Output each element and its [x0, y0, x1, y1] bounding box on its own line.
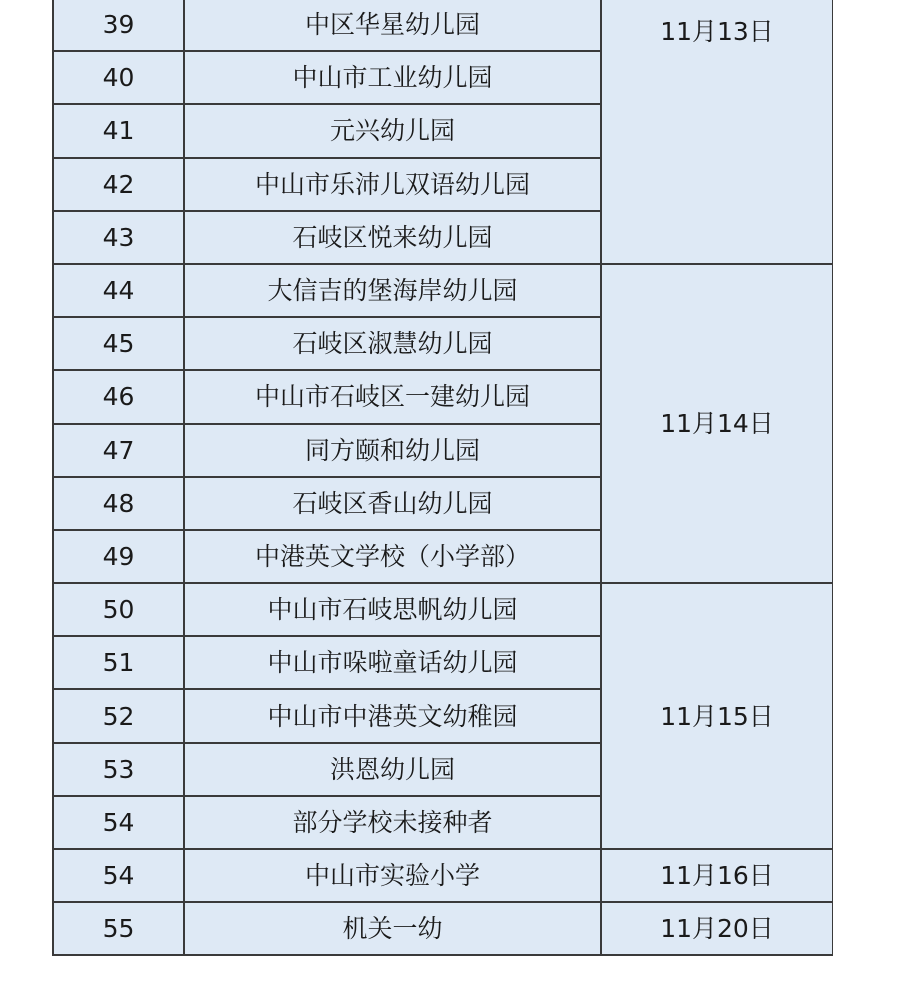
row-number-cell: 47	[53, 424, 184, 477]
school-name-cell: 中山市石岐区一建幼儿园	[184, 370, 601, 423]
school-name-cell: 石岐区淑慧幼儿园	[184, 317, 601, 370]
school-name-cell: 中山市中港英文幼稚园	[184, 689, 601, 742]
row-number-cell: 49	[53, 530, 184, 583]
row-number-cell: 41	[53, 104, 184, 157]
school-name-cell: 石岐区香山幼儿园	[184, 477, 601, 530]
school-name-cell: 机关一幼	[184, 902, 601, 955]
school-name-cell: 中山市实验小学	[184, 849, 601, 902]
school-name-cell: 中山市石岐思帆幼儿园	[184, 583, 601, 636]
row-number-cell: 39	[53, 0, 184, 51]
table-row	[53, 264, 833, 317]
row-number-cell: 52	[53, 689, 184, 742]
school-name-cell: 洪恩幼儿园	[184, 743, 601, 796]
school-name-cell: 部分学校未接种者	[184, 796, 601, 849]
schedule-table-body	[53, 0, 833, 955]
row-number-cell: 46	[53, 370, 184, 423]
school-name-cell: 石岐区悦来幼儿园	[184, 211, 601, 264]
vaccination-date-cell: 11月20日	[601, 902, 833, 955]
vaccination-date-cell: 11月14日	[601, 264, 833, 583]
row-number-cell: 50	[53, 583, 184, 636]
table-row	[53, 902, 833, 955]
vaccination-date-cell: 11月15日	[601, 583, 833, 849]
vaccination-date-cell: 11月16日	[601, 849, 833, 902]
row-number-cell: 51	[53, 636, 184, 689]
row-number-cell: 45	[53, 317, 184, 370]
school-name-cell: 中山市哚啦童话幼儿园	[184, 636, 601, 689]
row-number-cell: 43	[53, 211, 184, 264]
school-name-cell: 中区华星幼儿园	[184, 0, 601, 51]
row-number-cell: 44	[53, 264, 184, 317]
table-row	[53, 0, 833, 51]
row-number-cell: 42	[53, 158, 184, 211]
row-number-cell: 53	[53, 743, 184, 796]
page-margin-right	[833, 0, 905, 1000]
table-row	[53, 583, 833, 636]
table-row	[53, 849, 833, 902]
row-number-cell: 54	[53, 796, 184, 849]
school-name-cell: 元兴幼儿园	[184, 104, 601, 157]
school-name-cell: 同方颐和幼儿园	[184, 424, 601, 477]
vaccination-date-cell: 11月13日	[601, 0, 833, 264]
school-name-cell: 大信吉的堡海岸幼儿园	[184, 264, 601, 317]
row-number-cell: 55	[53, 902, 184, 955]
school-name-cell: 中山市乐沛儿双语幼儿园	[184, 158, 601, 211]
row-number-cell: 48	[53, 477, 184, 530]
school-name-cell: 中港英文学校（小学部）	[184, 530, 601, 583]
vaccination-schedule-table	[52, 0, 834, 956]
school-name-cell: 中山市工业幼儿园	[184, 51, 601, 104]
row-number-cell: 54	[53, 849, 184, 902]
row-number-cell: 40	[53, 51, 184, 104]
